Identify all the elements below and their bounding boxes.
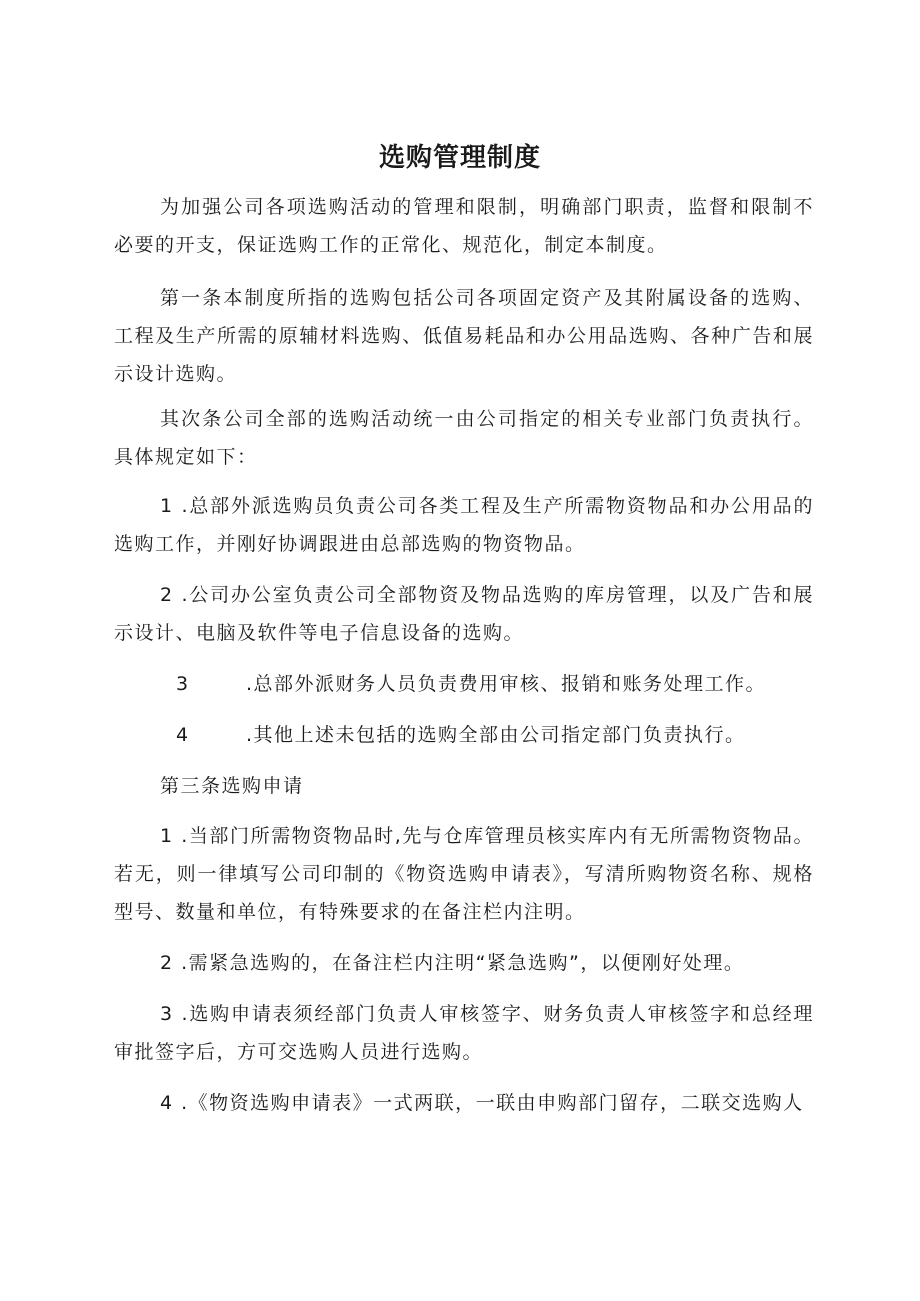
document-title: 选购管理制度 — [378, 143, 541, 173]
article-1-paragraph: 第一条本制度所指的选购包括公司各项固定资产及其附属设备的选购、工程及生产所需的原辅材料选购、低值易耗品和办公用品选购、各种广告和展示设计选购。 — [114, 287, 814, 385]
article-2-paragraph: 其次条公司全部的选购活动统一由公司指定的相关专业部门负责执行。具体规定如下： — [114, 408, 814, 468]
item-number: 4 — [176, 724, 190, 746]
item-text: .其他上述未包括的选购全部由公司指定部门负责执行。 — [246, 724, 746, 746]
intro-paragraph: 为加强公司各项选购活动的管理和限制，明确部门职责，监督和限制不必要的开支，保证选购工作的正常化、规范化，制定本制度。 — [114, 196, 814, 256]
article-3-heading: 第三条选购申请 — [160, 775, 304, 797]
article-2-item-2: 2 .公司办公室负责公司全部物资及物品选购的库房管理，以及广告和展示设计、电脑及软件等电子信息设备的选购。 — [114, 584, 814, 644]
article-3-item-4: 4 .《物资选购申请表》一式两联，一联由申购部门留存，二联交选购人 — [160, 1092, 804, 1114]
item-text: .总部外派财务人员负责费用审核、报销和账务处理工作。 — [246, 673, 767, 695]
article-2-item-1: 1 .总部外派选购员负责公司各类工程及生产所需物资物品和办公用品的选购工作，并刚好协调跟进由总部选购的物资物品。 — [114, 495, 814, 555]
item-number: 3 — [176, 673, 190, 695]
article-3-item-3: 3 .选购申请表须经部门负责人审核签字、财务负责人审核签字和总经理审批签字后，方可交选购人员进行选购。 — [114, 1003, 814, 1063]
article-3-item-2: 2 .需紧急选购的，在备注栏内注明“紧急选购”，以便刚好处理。 — [160, 952, 745, 974]
article-3-item-1: 1 .当部门所需物资物品时,先与仓库管理员核实库内有无所需物资物品。若无，则一律填写公司印制的《物资选购申请表》，写清所购物资名称、规格型号、数量和单位，有特殊要求的在备注栏内注明。 — [114, 825, 814, 923]
